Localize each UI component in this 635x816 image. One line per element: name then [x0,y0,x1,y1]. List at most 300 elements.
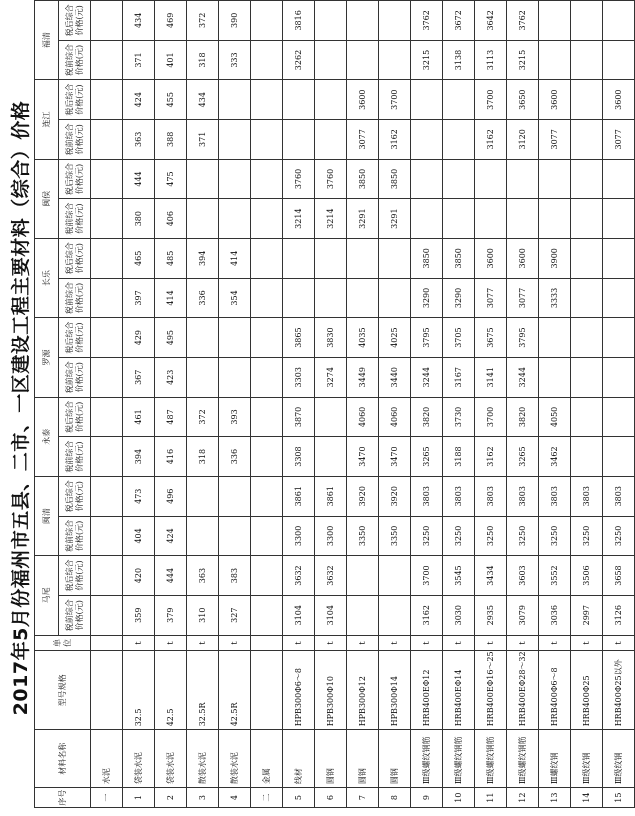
price-pre-tax [251,595,283,635]
row-seq: 14 [571,788,603,808]
price-pre-tax: 3470 [379,437,411,477]
price-pre-tax [251,120,283,160]
page-title: 2017年5月份福州市五县、二市、一区建设工程主要材料（综合）价格 [10,100,32,716]
price-post-tax: 3705 [443,318,475,358]
price-post-tax [571,80,603,120]
price-pre-tax: 367 [123,357,155,397]
price-pre-tax [571,40,603,80]
price-pre-tax: 394 [123,437,155,477]
table-row [603,1,635,808]
row-spec: HPB300Φ12 [347,651,379,730]
price-post-tax: 390 [219,1,251,41]
price-pre-tax [315,120,347,160]
price-pre-tax [571,357,603,397]
price-post-tax: 429 [123,318,155,358]
price-pre-tax: 3036 [539,595,571,635]
price-pre-tax: 3141 [475,357,507,397]
header-name: 材料名称 [35,730,91,788]
row-material-name: 金属 [251,730,283,788]
price-post-tax [219,476,251,516]
price-pre-tax: 3265 [411,437,443,477]
price-post-tax [411,159,443,199]
price-pre-tax: 3077 [347,120,379,160]
price-post-tax: 3675 [475,318,507,358]
price-pre-tax: 416 [155,437,187,477]
table-row [155,1,187,808]
price-post-tax: 3730 [443,397,475,437]
price-post-tax: 473 [123,476,155,516]
row-unit: t [187,635,219,651]
price-pre-tax [91,357,123,397]
row-material-name: Ⅲ级螺纹钢筋 [475,730,507,788]
price-post-tax: 3795 [411,318,443,358]
price-post-tax: 424 [123,80,155,120]
price-post-tax: 4025 [379,318,411,358]
price-post-tax: 455 [155,80,187,120]
price-post-tax [283,80,315,120]
table-row [571,1,603,808]
price-post-tax: 3820 [507,397,539,437]
price-pre-tax: 3262 [283,40,315,80]
price-post-tax: 3650 [507,80,539,120]
price-pre-tax: 3077 [507,278,539,318]
price-pre-tax [219,120,251,160]
price-post-tax [187,476,219,516]
price-pre-tax: 2997 [571,595,603,635]
row-seq: 3 [187,788,219,808]
row-material-name: Ⅲ级纹钢 [571,730,603,788]
table-row [539,1,571,808]
price-post-tax: 3672 [443,1,475,41]
price-pre-tax [219,357,251,397]
price-pre-tax: 401 [155,40,187,80]
price-pre-tax [539,199,571,239]
table-row [411,1,443,808]
price-post-tax [571,238,603,278]
row-unit: t [315,635,347,651]
price-post-tax: 3861 [283,476,315,516]
price-post-tax: 3850 [411,238,443,278]
header-pre-tax: 税前综合价格(元) [59,516,91,556]
price-post-tax: 393 [219,397,251,437]
price-pre-tax: 3250 [507,516,539,556]
price-pre-tax: 3290 [411,278,443,318]
row-material-name: Ⅲ螺纹钢 [539,730,571,788]
price-pre-tax: 423 [155,357,187,397]
price-post-tax: 3600 [603,80,635,120]
row-seq: 13 [539,788,571,808]
price-pre-tax [91,595,123,635]
row-unit: t [123,635,155,651]
price-pre-tax: 3077 [603,120,635,160]
price-post-tax: 3552 [539,556,571,596]
table-row [251,1,283,808]
price-pre-tax [219,516,251,556]
price-pre-tax [507,199,539,239]
price-post-tax [251,1,283,41]
price-post-tax [571,159,603,199]
price-pre-tax: 3290 [443,278,475,318]
price-post-tax: 3434 [475,556,507,596]
price-post-tax: 3658 [603,556,635,596]
price-post-tax: 3600 [507,238,539,278]
price-pre-tax: 359 [123,595,155,635]
header-post-tax: 税后综合价格(元) [59,318,91,358]
price-post-tax: 3632 [283,556,315,596]
price-pre-tax: 3113 [475,40,507,80]
price-post-tax [187,318,219,358]
price-pre-tax [603,278,635,318]
row-material-name: Ⅲ级螺纹钢筋 [443,730,475,788]
price-post-tax [603,397,635,437]
price-pre-tax [379,278,411,318]
price-post-tax: 4035 [347,318,379,358]
price-post-tax [603,318,635,358]
price-pre-tax [315,278,347,318]
row-seq: 11 [475,788,507,808]
price-post-tax: 3600 [539,80,571,120]
price-pre-tax [571,437,603,477]
row-material-name: Ⅲ级螺纹钢筋 [411,730,443,788]
price-pre-tax [571,199,603,239]
price-pre-tax [347,278,379,318]
header-pre-tax: 税前综合价格(元) [59,437,91,477]
row-spec: HRB400EΦ12 [411,651,443,730]
price-post-tax: 3762 [507,1,539,41]
row-spec [251,651,283,730]
price-pre-tax [603,437,635,477]
header-post-tax: 税后综合价格(元) [59,397,91,437]
price-pre-tax: 3350 [347,516,379,556]
price-pre-tax: 3077 [539,120,571,160]
price-post-tax [539,1,571,41]
price-post-tax [315,238,347,278]
price-post-tax: 3603 [507,556,539,596]
table-row [91,1,123,808]
price-post-tax: 3760 [283,159,315,199]
row-seq: 1 [123,788,155,808]
price-post-tax: 4050 [539,397,571,437]
header-pre-tax: 税前综合价格(元) [59,120,91,160]
price-post-tax: 3700 [411,556,443,596]
price-pre-tax: 371 [187,120,219,160]
price-pre-tax: 379 [155,595,187,635]
row-unit: t [347,635,379,651]
header-post-tax: 税后综合价格(元) [59,476,91,516]
price-pre-tax [571,278,603,318]
price-pre-tax: 3244 [411,357,443,397]
header-pre-tax: 税前综合价格(元) [59,278,91,318]
row-material-name: 圆钢 [379,730,411,788]
price-post-tax: 3762 [411,1,443,41]
price-pre-tax: 3104 [283,595,315,635]
price-post-tax: 3850 [347,159,379,199]
row-seq: 5 [283,788,315,808]
price-pre-tax [219,199,251,239]
price-pre-tax: 3274 [315,357,347,397]
row-unit: t [219,635,251,651]
row-unit [91,635,123,651]
row-unit: t [379,635,411,651]
price-pre-tax: 424 [155,516,187,556]
price-pre-tax: 3138 [443,40,475,80]
price-post-tax [379,1,411,41]
price-post-tax [251,556,283,596]
price-pre-tax: 3250 [571,516,603,556]
header-post-tax: 税后综合价格(元) [59,556,91,596]
price-pre-tax: 3440 [379,357,411,397]
price-post-tax [571,397,603,437]
price-pre-tax: 406 [155,199,187,239]
row-seq: 2 [155,788,187,808]
row-unit: t [603,635,635,651]
price-post-tax: 434 [123,1,155,41]
price-pre-tax [603,357,635,397]
price-post-tax: 420 [123,556,155,596]
price-post-tax: 3642 [475,1,507,41]
price-post-tax: 3760 [315,159,347,199]
row-seq: 二 [251,788,283,808]
price-pre-tax [91,120,123,160]
price-post-tax: 363 [187,556,219,596]
price-pre-tax: 310 [187,595,219,635]
region-header: 连江 [35,80,59,159]
row-spec: 42.5 [155,651,187,730]
price-post-tax [603,238,635,278]
price-pre-tax: 3470 [347,437,379,477]
price-post-tax: 414 [219,238,251,278]
price-post-tax: 3820 [411,397,443,437]
price-pre-tax: 3030 [443,595,475,635]
row-material-name: 散装水泥 [219,730,251,788]
price-post-tax: 3900 [539,238,571,278]
price-post-tax [347,556,379,596]
header-post-tax: 税后综合价格(元) [59,159,91,199]
row-spec: HRB400EΦ28～32 [507,651,539,730]
price-pre-tax [251,278,283,318]
table-row [475,1,507,808]
price-pre-tax: 336 [187,278,219,318]
price-pre-tax [539,40,571,80]
price-pre-tax: 363 [123,120,155,160]
header-post-tax: 税后综合价格(元) [59,80,91,120]
price-pre-tax: 380 [123,199,155,239]
region-header: 闽清 [35,476,59,555]
price-pre-tax [379,40,411,80]
row-material-name: 袋装水泥 [155,730,187,788]
row-material-name: 线材 [283,730,315,788]
row-spec: HPB300Φ6～8 [283,651,315,730]
region-header: 马尾 [35,556,59,635]
price-pre-tax: 3308 [283,437,315,477]
price-pre-tax [571,120,603,160]
header-pre-tax: 税前综合价格(元) [59,595,91,635]
price-post-tax [91,1,123,41]
price-post-tax: 4060 [379,397,411,437]
price-pre-tax [251,516,283,556]
price-pre-tax: 3214 [283,199,315,239]
price-pre-tax: 3350 [379,516,411,556]
price-post-tax: 3795 [507,318,539,358]
price-pre-tax [603,199,635,239]
price-pre-tax: 397 [123,278,155,318]
header-spec: 型号规格 [35,651,91,730]
price-post-tax [91,238,123,278]
row-material-name: 袋装水泥 [123,730,155,788]
price-post-tax [347,238,379,278]
price-post-tax [539,318,571,358]
price-post-tax: 3506 [571,556,603,596]
price-post-tax: 3803 [571,476,603,516]
price-pre-tax: 354 [219,278,251,318]
row-spec: HPB300Φ14 [379,651,411,730]
price-post-tax [315,397,347,437]
price-pre-tax [315,40,347,80]
header-pre-tax: 税前综合价格(元) [59,199,91,239]
row-spec: 32.5R [187,651,219,730]
price-post-tax: 4060 [347,397,379,437]
price-pre-tax [251,437,283,477]
price-pre-tax [187,199,219,239]
row-unit [251,635,283,651]
price-pre-tax [251,199,283,239]
price-pre-tax: 3162 [475,437,507,477]
price-post-tax: 3870 [283,397,315,437]
price-post-tax [571,318,603,358]
price-post-tax: 3600 [347,80,379,120]
row-material-name: Ⅲ级螺纹钢筋 [507,730,539,788]
price-pre-tax [251,40,283,80]
table-row [347,1,379,808]
price-post-tax [443,80,475,120]
row-unit: t [571,635,603,651]
price-table [34,0,635,808]
price-post-tax [315,1,347,41]
price-post-tax: 3850 [443,238,475,278]
price-post-tax [251,80,283,120]
price-pre-tax: 3303 [283,357,315,397]
price-pre-tax: 336 [219,437,251,477]
price-pre-tax: 3126 [603,595,635,635]
row-unit: t [507,635,539,651]
price-pre-tax: 318 [187,40,219,80]
price-pre-tax [443,199,475,239]
row-spec: HRB400Φ6～8 [539,651,571,730]
price-post-tax: 3920 [347,476,379,516]
price-pre-tax: 3215 [507,40,539,80]
price-pre-tax: 3244 [507,357,539,397]
price-post-tax [219,80,251,120]
row-material-name: 水泥 [91,730,123,788]
header-unit: 单位 [35,635,91,651]
price-table-body [91,1,635,808]
table-row [379,1,411,808]
price-pre-tax: 3079 [507,595,539,635]
price-post-tax [379,556,411,596]
price-post-tax: 3830 [315,318,347,358]
price-pre-tax [475,199,507,239]
price-pre-tax: 3250 [539,516,571,556]
price-post-tax [251,318,283,358]
price-post-tax [251,159,283,199]
price-pre-tax [251,357,283,397]
price-post-tax [347,1,379,41]
price-pre-tax: 371 [123,40,155,80]
price-pre-tax: 388 [155,120,187,160]
price-post-tax [571,1,603,41]
price-pre-tax: 3250 [411,516,443,556]
price-pre-tax: 3188 [443,437,475,477]
header-seq: 序号 [35,788,91,808]
price-post-tax: 475 [155,159,187,199]
price-pre-tax: 3162 [411,595,443,635]
table-row [507,1,539,808]
price-pre-tax: 2935 [475,595,507,635]
row-unit: t [155,635,187,651]
price-post-tax [603,1,635,41]
table-row [443,1,475,808]
row-spec: HRB400Φ25 [571,651,603,730]
price-post-tax [283,238,315,278]
table-row [219,1,251,808]
price-pre-tax [187,357,219,397]
row-spec [91,651,123,730]
price-post-tax: 496 [155,476,187,516]
price-pre-tax: 3162 [379,120,411,160]
region-header: 福清 [35,1,59,80]
price-pre-tax [91,278,123,318]
price-post-tax [603,159,635,199]
row-spec: HPB300Φ10 [315,651,347,730]
price-post-tax: 444 [123,159,155,199]
price-post-tax: 3803 [539,476,571,516]
price-post-tax [91,318,123,358]
price-post-tax: 3700 [475,80,507,120]
price-pre-tax [187,516,219,556]
price-post-tax [251,397,283,437]
region-header: 罗源 [35,318,59,397]
price-pre-tax: 414 [155,278,187,318]
price-post-tax [507,159,539,199]
row-spec: 42.5R [219,651,251,730]
price-pre-tax: 3291 [347,199,379,239]
price-pre-tax [411,120,443,160]
row-seq: 10 [443,788,475,808]
price-post-tax [91,476,123,516]
price-post-tax [251,476,283,516]
price-pre-tax: 3300 [283,516,315,556]
price-post-tax: 3803 [443,476,475,516]
price-post-tax: 372 [187,397,219,437]
price-post-tax: 461 [123,397,155,437]
price-post-tax: 3700 [379,80,411,120]
price-post-tax: 3600 [475,238,507,278]
header-pre-tax: 税前综合价格(元) [59,40,91,80]
price-pre-tax: 3291 [379,199,411,239]
price-post-tax [91,397,123,437]
price-pre-tax [283,278,315,318]
price-pre-tax: 3462 [539,437,571,477]
row-seq: 12 [507,788,539,808]
price-pre-tax: 333 [219,40,251,80]
price-pre-tax: 3214 [315,199,347,239]
header-post-tax: 税后综合价格(元) [59,1,91,41]
table-row [187,1,219,808]
row-spec: 32.5 [123,651,155,730]
price-post-tax: 3803 [475,476,507,516]
row-unit: t [411,635,443,651]
price-pre-tax: 3300 [315,516,347,556]
